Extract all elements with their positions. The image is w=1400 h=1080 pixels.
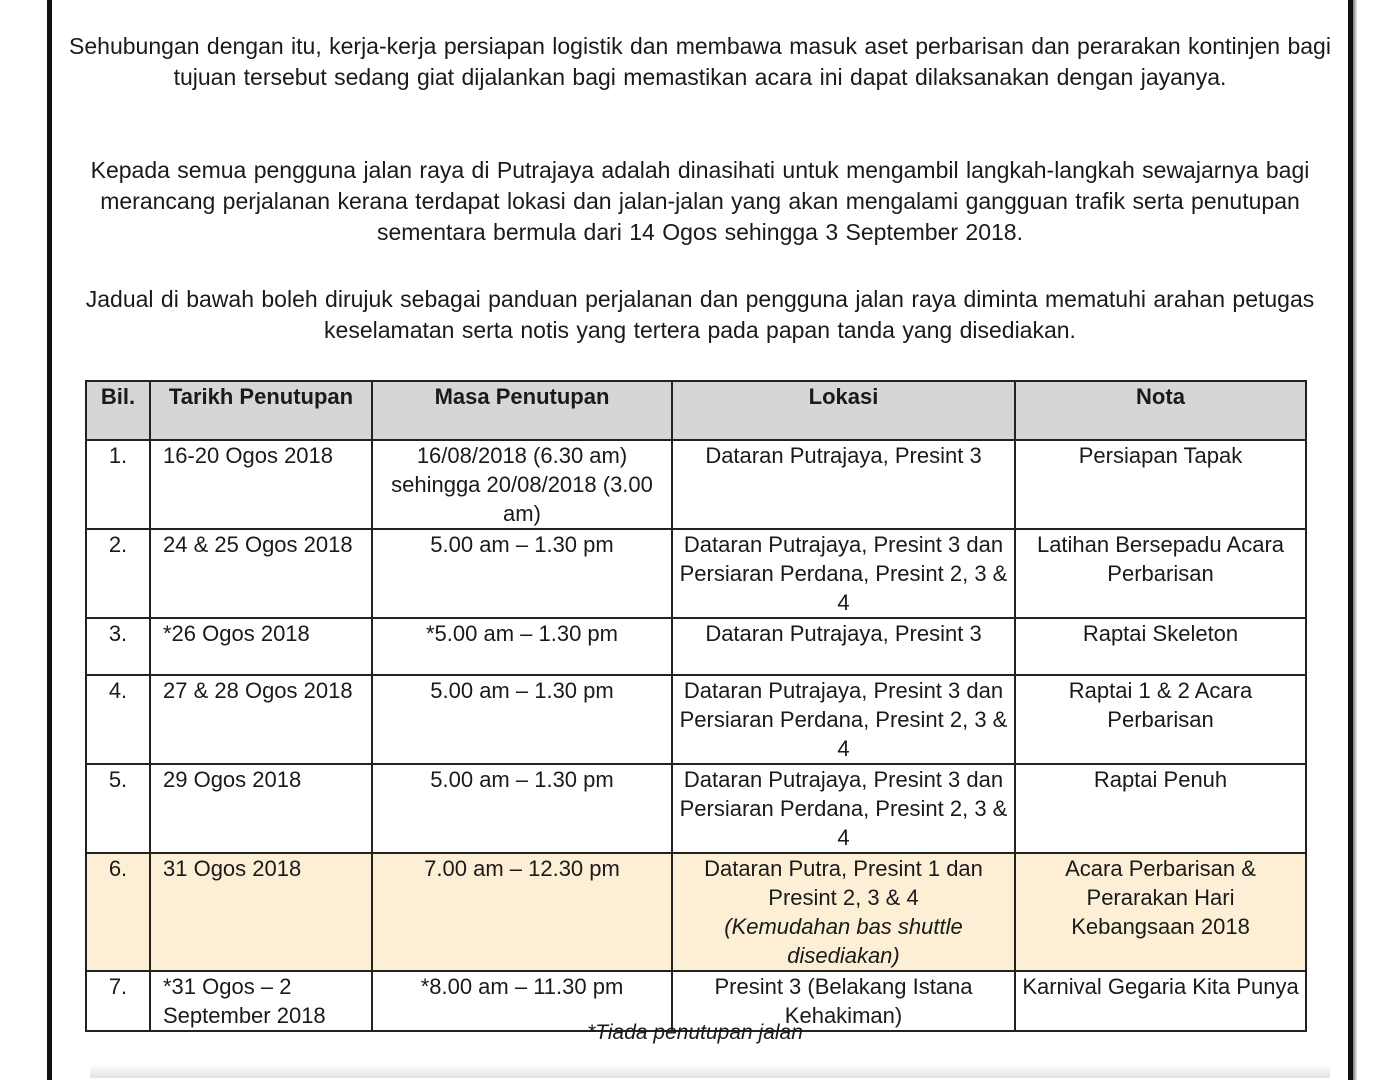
cell-lokasi: Dataran Putrajaya, Presint 3 dan Persiaran Perdana, Presint 2, 3 & 4 — [672, 764, 1015, 853]
cell-bil: 7. — [86, 971, 150, 1031]
header-lokasi: Lokasi — [672, 381, 1015, 440]
cell-nota: Raptai 1 & 2 Acara Perbarisan — [1015, 675, 1306, 764]
cell-lokasi: Dataran Putrajaya, Presint 3 dan Persiaran Perdana, Presint 2, 3 & 4 — [672, 529, 1015, 618]
document-shadow — [1353, 0, 1357, 1080]
cell-lokasi: Dataran Putrajaya, Presint 3 dan Persiaran Perdana, Presint 2, 3 & 4 — [672, 675, 1015, 764]
header-tarikh: Tarikh Penutupan — [150, 381, 372, 440]
cell-bil: 4. — [86, 675, 150, 764]
paragraph-schedule-reference: Jadual di bawah boleh dirujuk sebagai panduan perjalanan dan pengguna jalan raya diminta mematuhi arahan petugas keselamatan serta notis yang tertera pada papan tanda yang disediakan. — [85, 286, 1315, 343]
cell-tarikh: 24 & 25 Ogos 2018 — [150, 529, 372, 618]
cell-nota: Raptai Penuh — [1015, 764, 1306, 853]
cut-off-text-fade — [90, 1064, 1330, 1078]
table-header-row — [86, 381, 1306, 440]
cell-nota: Raptai Skeleton — [1015, 618, 1306, 675]
document-left-border — [47, 0, 52, 1080]
cell-masa: *5.00 am – 1.30 pm — [372, 618, 672, 675]
cell-masa: 7.00 am – 12.30 pm — [372, 853, 672, 971]
cell-masa: 5.00 am – 1.30 pm — [372, 675, 672, 764]
cell-bil: 3. — [86, 618, 150, 675]
cell-tarikh: 16-20 Ogos 2018 — [150, 440, 372, 529]
cell-masa: 16/08/2018 (6.30 am) sehingga 20/08/2018 (3.00 am) — [372, 440, 672, 529]
cell-bil: 6. — [86, 853, 150, 971]
header-masa: Masa Penutupan — [372, 381, 672, 440]
cell-lokasi: Dataran Putrajaya, Presint 3 — [672, 440, 1015, 529]
cell-tarikh: 31 Ogos 2018 — [150, 853, 372, 971]
header-nota: Nota — [1015, 381, 1306, 440]
cell-tarikh: 29 Ogos 2018 — [150, 764, 372, 853]
table-footnote: *Tiada penutupan jalan — [587, 1021, 803, 1044]
table-row — [86, 440, 1306, 529]
road-closure-table — [85, 380, 1307, 1032]
cell-lokasi-note: (Kemudahan bas shuttle disediakan) — [724, 914, 963, 968]
table-row — [86, 675, 1306, 764]
table-row — [86, 764, 1306, 853]
cell-nota: Karnival Gegaria Kita Punya — [1015, 971, 1306, 1031]
header-bil: Bil. — [86, 381, 150, 440]
cell-bil: 1. — [86, 440, 150, 529]
cell-masa: 5.00 am – 1.30 pm — [372, 764, 672, 853]
cell-tarikh: 27 & 28 Ogos 2018 — [150, 675, 372, 764]
table-row — [86, 618, 1306, 675]
paragraph-road-users-advice: Kepada semua pengguna jalan raya di Putrajaya adalah dinasihati untuk mengambil langkah-langkah sewajarnya bagi merancang perjalanan kerana terdapat lokasi dan jalan-jalan yang akan mengalami gangguan trafik serta penutupan sementara bermula dari 14 Ogos sehingga 3 September 2018. — [90, 157, 1310, 245]
cell-tarikh: *26 Ogos 2018 — [150, 618, 372, 675]
cell-masa: 5.00 am – 1.30 pm — [372, 529, 672, 618]
cell-bil: 2. — [86, 529, 150, 618]
cell-nota: Acara Perbarisan & Perarakan Hari Kebangsaan 2018 — [1015, 853, 1306, 971]
cell-masa: *8.00 am – 11.30 pm — [372, 971, 672, 1031]
cell-tarikh: *31 Ogos – 2 September 2018 — [150, 971, 372, 1031]
table-row-highlighted — [86, 853, 1306, 971]
paragraph-logistics: Sehubungan dengan itu, kerja-kerja persiapan logistik dan membawa masuk aset perbarisan dan perarakan kontinjen bagi tujuan tersebut sedang giat dijalankan bagi memastikan acara ini dapat dilaksanakan dengan jayanya. — [69, 33, 1331, 90]
cell-nota: Persiapan Tapak — [1015, 440, 1306, 529]
cell-lokasi: Dataran Putrajaya, Presint 3 — [672, 618, 1015, 675]
cell-bil: 5. — [86, 764, 150, 853]
cell-lokasi-text: Dataran Putra, Presint 1 dan Presint 2, 3 & 4 — [704, 856, 983, 910]
cell-nota: Latihan Bersepadu Acara Perbarisan — [1015, 529, 1306, 618]
cell-lokasi: Presint 3 (Belakang Istana Kehakiman) — [672, 971, 1015, 1031]
cell-lokasi-with-note — [672, 853, 1015, 971]
table-row — [86, 529, 1306, 618]
